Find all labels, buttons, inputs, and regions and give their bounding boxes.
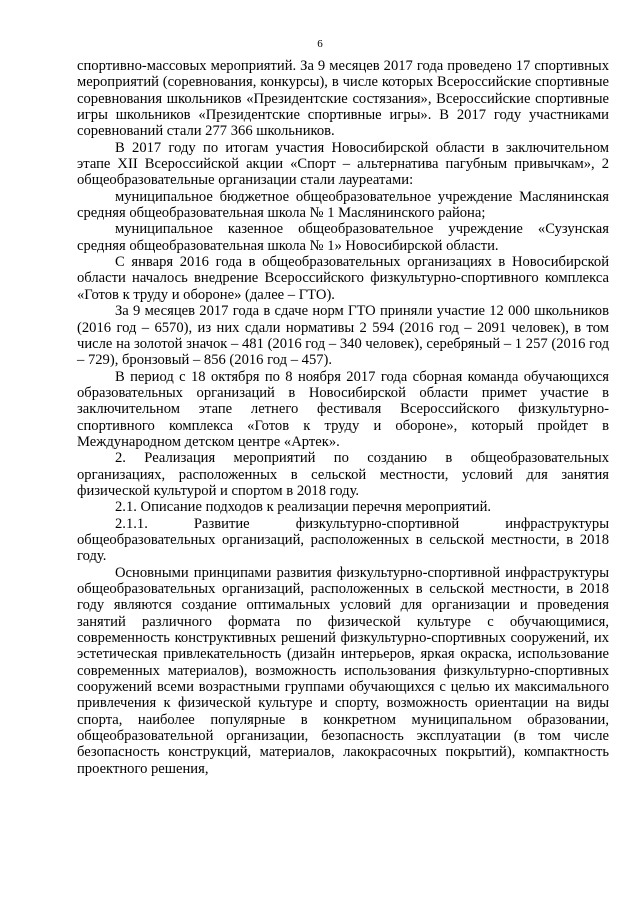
paragraph-infrastructure-principles: Основными принципами развития физкультурно-спортивной инфраструктуры общеобразовательных организаций, расположенных в сельской местности, в 2018 году являются создание оптимальных условий для организации и проведения занятий различного формата по физической культуре с обучающимися, современность конструктивных решений физкультурно-спортивных сооружений, их эстетическая привлекательность (дизайн интерьеров, яркая окраска, использование современных материалов), возможность использования физкультурно-спортивных сооружений всеми возрастными группами обучающихся с целью их максимального привлечения к физической культуре и спорту, возможность ориентации на виды спорта, наиболее популярные в конкретном муниципальном образовании, общеобразовательной организации, безопасность эксплуатации (в том числе безопасность конструкций, материалов, лакокрасочных покрытий), компактность проектного решения, [77, 564, 609, 777]
paragraph-xii-action-laureates: В 2017 году по итогам участия Новосибирской области в заключительном этапе XII Всероссийской акции «Спорт – альтернатива пагубным привычкам», 2 общеобразовательные организации стали лауреатами: [77, 139, 609, 189]
document-body [77, 58, 609, 777]
paragraph-laureate-suzun: муниципальное казенное общеобразовательное учреждение «Сузунская средняя общеобразовательная школа № 1» Новосибирской области. [77, 221, 609, 254]
section-heading-2-1: 2.1. Описание подходов к реализации перечня мероприятий. [115, 499, 492, 516]
paragraph-sports-events: спортивно-массовых мероприятий. За 9 месяцев 2017 года проведено 17 спортивных мероприятий (соревнования, конкурсы), в числе которых Всероссийские спортивные соревнования школьников «Президентские состязания», Всероссийские спортивные игры школьников «Президентские спортивные игры». В 2017 году участниками соревнований стали 277 366 школьников. [77, 58, 609, 140]
paragraph-gto-results: За 9 месяцев 2017 года в сдаче норм ГТО приняли участие 12 000 школьников (2016 год – 6570), из них сдали нормативы 2 594 (2016 год – 2091 человек), в том числе на золотой значок – 481 (2016 год – 340 человек), серебряный – 1 257 (2016 год – 729), бронзовый – 856 (2016 год – 457). [77, 303, 609, 369]
paragraph-laureate-maslyanino: муниципальное бюджетное общеобразовательное учреждение Маслянинская средняя общеобразовательная школа № 1 Маслянинского района; [77, 188, 609, 222]
section-heading-2: 2. Реализация мероприятий по созданию в общеобразовательных организациях, расположенных в сельской местности, условий для занятия физической культурой и спортом в 2018 году. [77, 450, 609, 499]
paragraph-gto-introduction: С января 2016 года в общеобразовательных организациях в Новосибирской области началось внедрение Всероссийского физкультурно-спортивного комплекса «Готов к труду и обороне» (далее – ГТО). [77, 254, 609, 303]
page-number: 6 [317, 38, 323, 50]
paragraph-artek-festival: В период с 18 октября по 8 ноября 2017 года сборная команда обучающихся образовательных организаций в Новосибирской области примет участие в заключительном этапе летнего фестиваля Всероссийского физкультурно-спортивного комплекса «Готов к труду и обороне», который пройдет в Международном детском центре «Артек». [77, 368, 609, 450]
section-heading-2-1-1: 2.1.1. Развитие физкультурно-спортивной инфраструктуры общеобразовательных организаций, расположенных в сельской местности, в 2018 году. [77, 515, 609, 565]
